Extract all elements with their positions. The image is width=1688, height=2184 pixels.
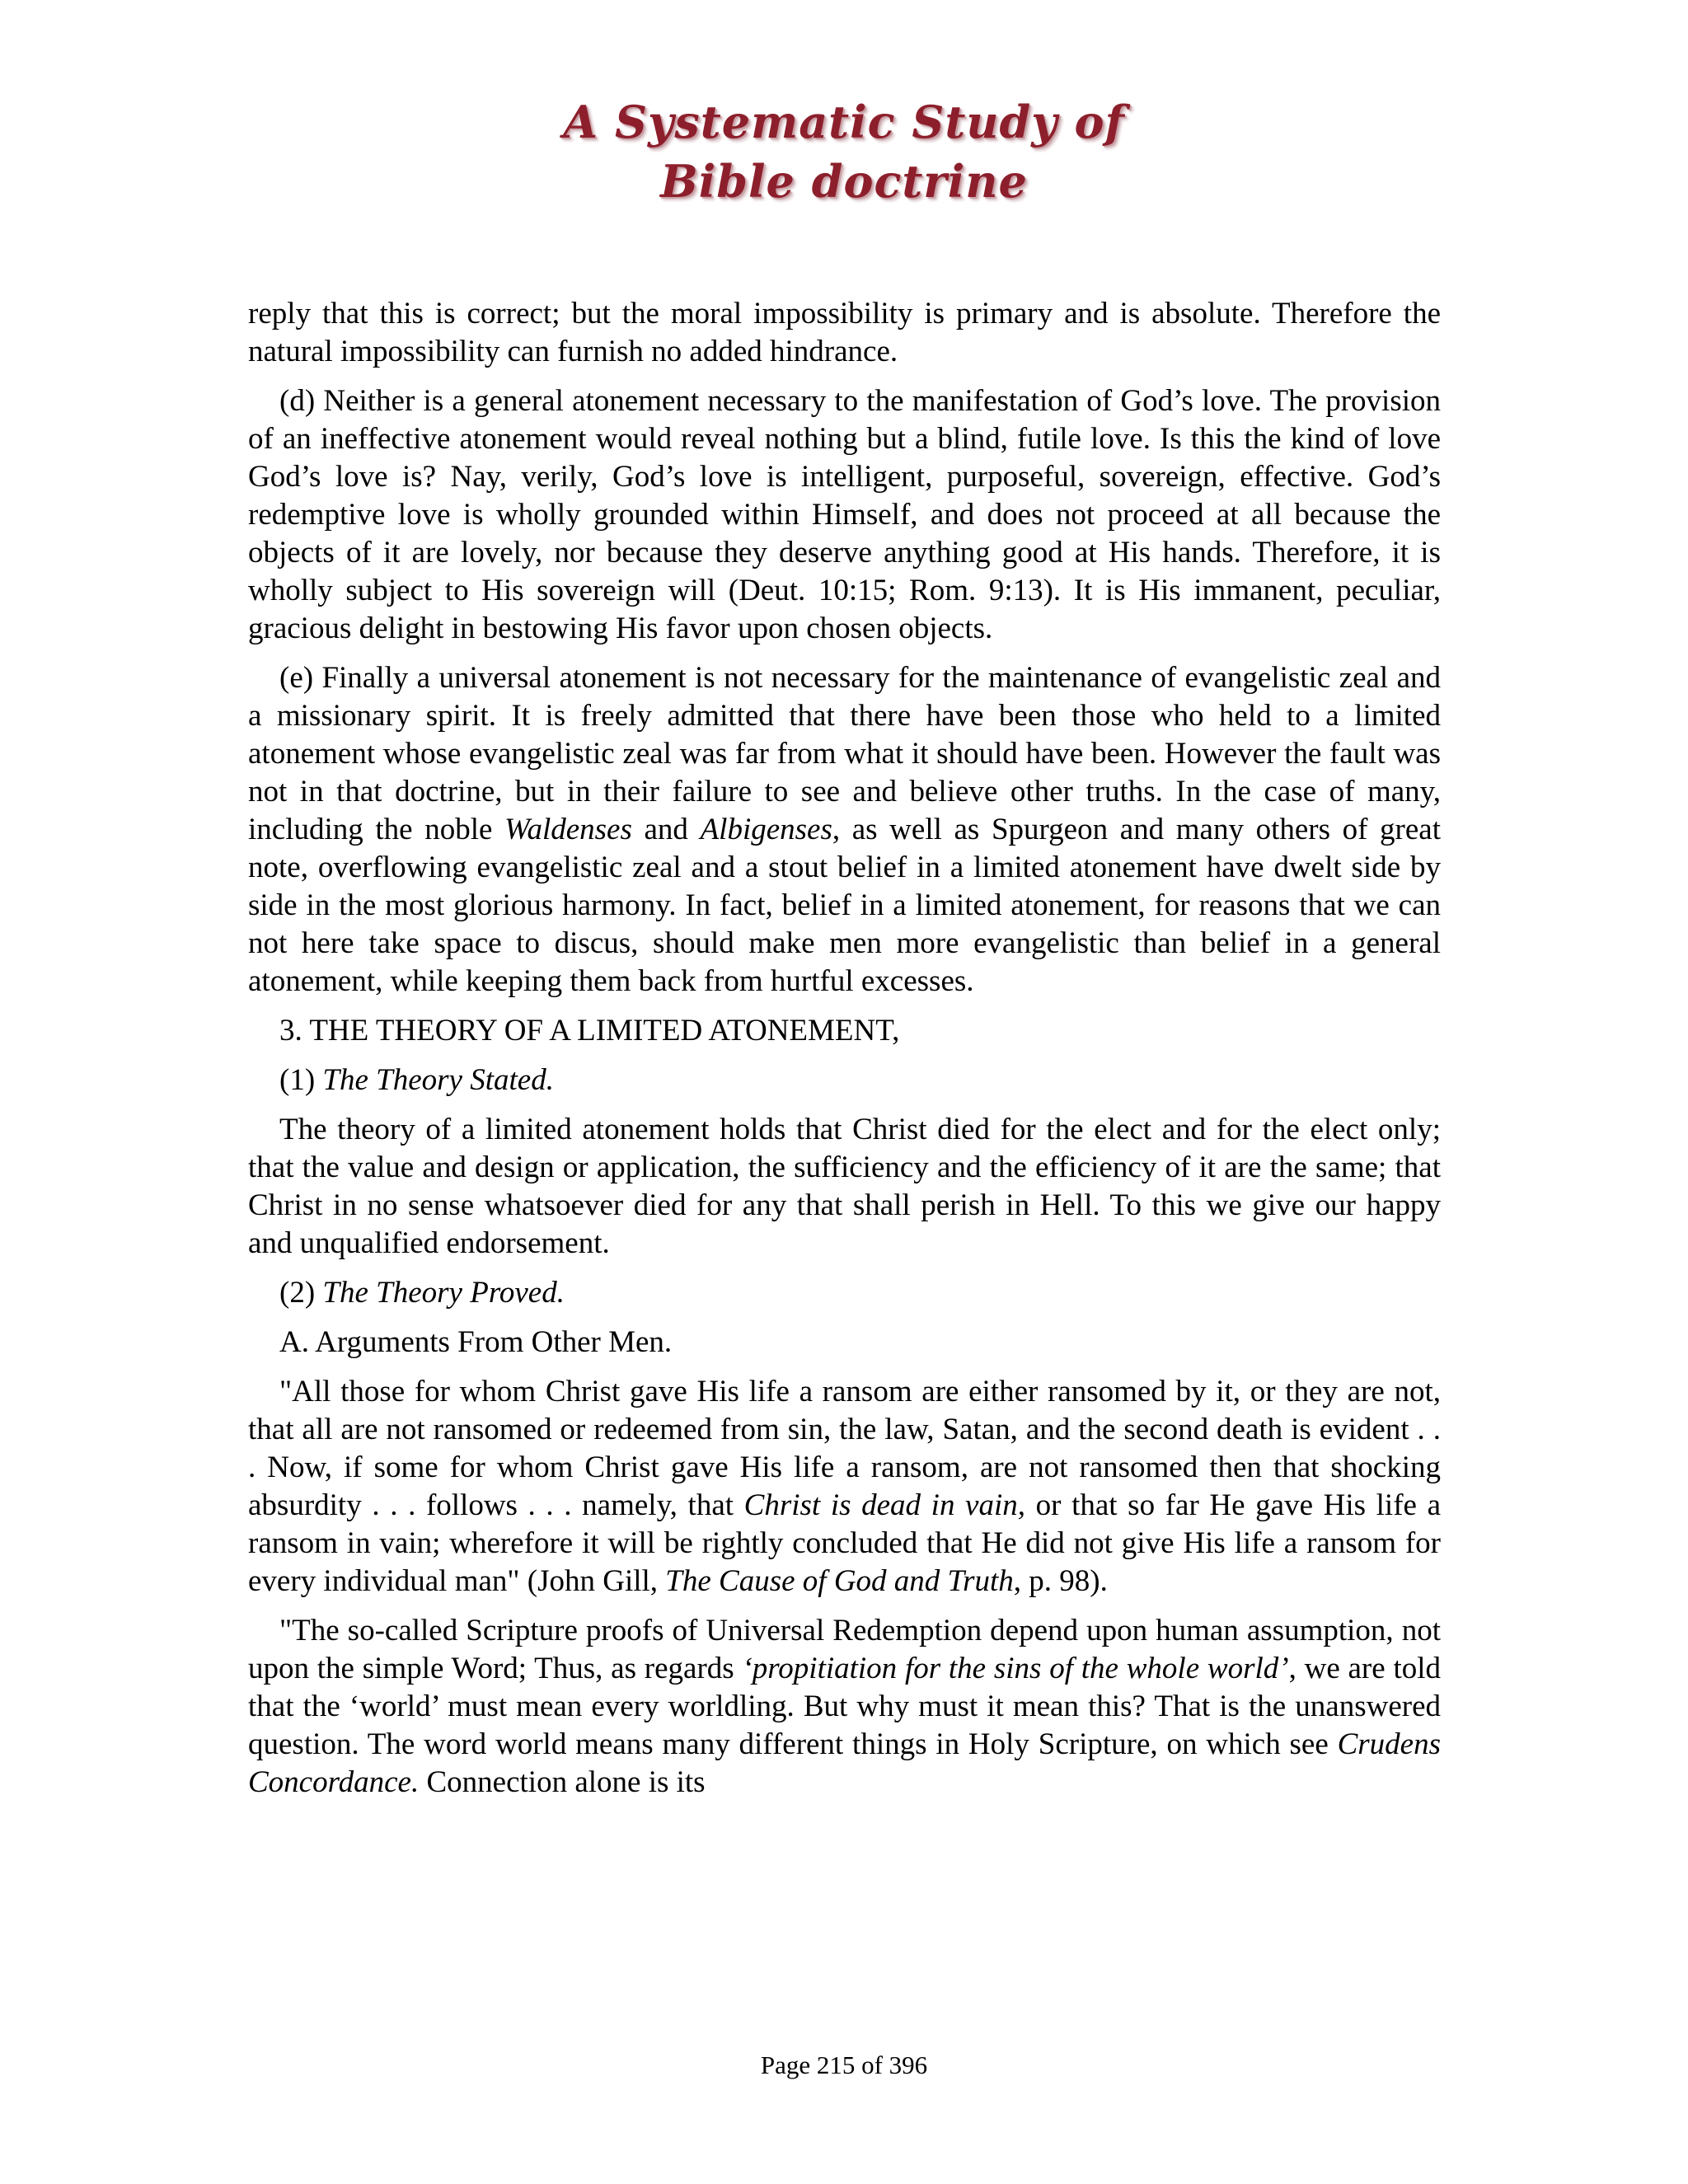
waldenses-term: Waldenses — [504, 813, 632, 846]
section-heading-3: 3. THE THEORY OF A LIMITED ATONEMENT, — [279, 1014, 900, 1047]
albigenses-term: Albigenses — [700, 813, 832, 846]
book-title: The Cause of God and Truth — [665, 1564, 1014, 1598]
book-title: Crudens Concordance. — [248, 1727, 1441, 1799]
heading-arguments-a: A. Arguments From Other Men. — [279, 1325, 673, 1359]
paragraph-d: (d) Neither is a general atonement necessary to the manifestation of God’s love. The provision of an ineffective atonement would reveal nothing but a blind, futile love. Is this the kind of love God’s love is? Nay, verily, God’s love is intelligent, purposeful, sovereign, effective. God’s redemptive love is wholly grounded within Himself, and does not proceed at all because the objects of it are lovely, nor because they deserve anything good at His hands. Therefore, it is wholly subject to His sovereign will (Deut. 10:15; Rom. 9:13). It is His immanent, peculiar, gracious delight in bestowing His favor upon chosen objects. — [248, 384, 1441, 645]
logo-title-line-2: Bible doctrine — [660, 155, 1028, 208]
header-logo — [0, 92, 1688, 211]
paragraph-e: (e) Finally a universal atonement is not necessary for the maintenance of evangelistic zeal and a missionary spirit. It is freely admitted that there have been those who held to a limited atonement whose evangelistic zeal was far from what it should have been. However the fault was not in that doctrine, but in their failure to see and believe other truths. In the case of many, including the noble Waldenses and Albigenses, as well as Spurgeon and many others of great note, overflowing evangelistic zeal and a stout belief in a limited atonement have dwelt side by side in the most glorious harmony. In fact, belief in a limited atonement, for reasons that we can not here take space to discus, should make men more evangelistic than belief in a general atonement, while keeping them back from hurtful excesses. — [248, 661, 1442, 998]
page-number: Page 215 of 396 — [760, 2050, 928, 2079]
paragraph-continued: reply that this is correct; but the moral impossibility is primary and is absolute. Therefore the natural impossibility can furnish no added hindrance. — [248, 297, 1441, 368]
subheading-theory-stated: (1) The Theory Stated. — [279, 1063, 554, 1097]
logo-title-line-1: A Systematic Study of — [563, 96, 1125, 148]
quote-john-gill: "All those for whom Christ gave His life a ransom are either ransomed by it, or they are not, that all are not ransomed or redeemed from sin, the law, Satan, and the second death is evident . . . Now, if some for whom Christ gave His life a ransom, are not ransomed then that shocking absurdity . . . follows . . . namely, that Christ is dead in vain, or that so far He gave His life a ransom in vain; wherefore it will be rightly concluded that He did not give His life a ransom for every individual man" (John Gill, The Cause of God and Truth, p. 98). — [248, 1375, 1441, 1598]
subheading-theory-proved: (2) The Theory Proved. — [279, 1276, 565, 1310]
quote-scripture-proofs: "The so-called Scripture proofs of Universal Redemption depend upon human assumption, not upon the simple Word; Thus, as regards ‘propitiation for the sins of the whole world’, we are told that the ‘world’ must mean every worldling. But why must it mean this? That is the unanswered question. The word world means many different things in Holy Scripture, on which see Crudens Concordance. Connection alone is its — [248, 1614, 1442, 1799]
body-text — [248, 295, 1441, 1813]
paragraph-theory-stated: The theory of a limited atonement holds that Christ died for the elect and for the elect only; that the value and design or application, the sufficiency and the efficiency of it are the same; that Christ in no sense whatsoever died for any that shall perish in Hell. To this we give our happy and unqualified endorsement. — [248, 1113, 1441, 1260]
